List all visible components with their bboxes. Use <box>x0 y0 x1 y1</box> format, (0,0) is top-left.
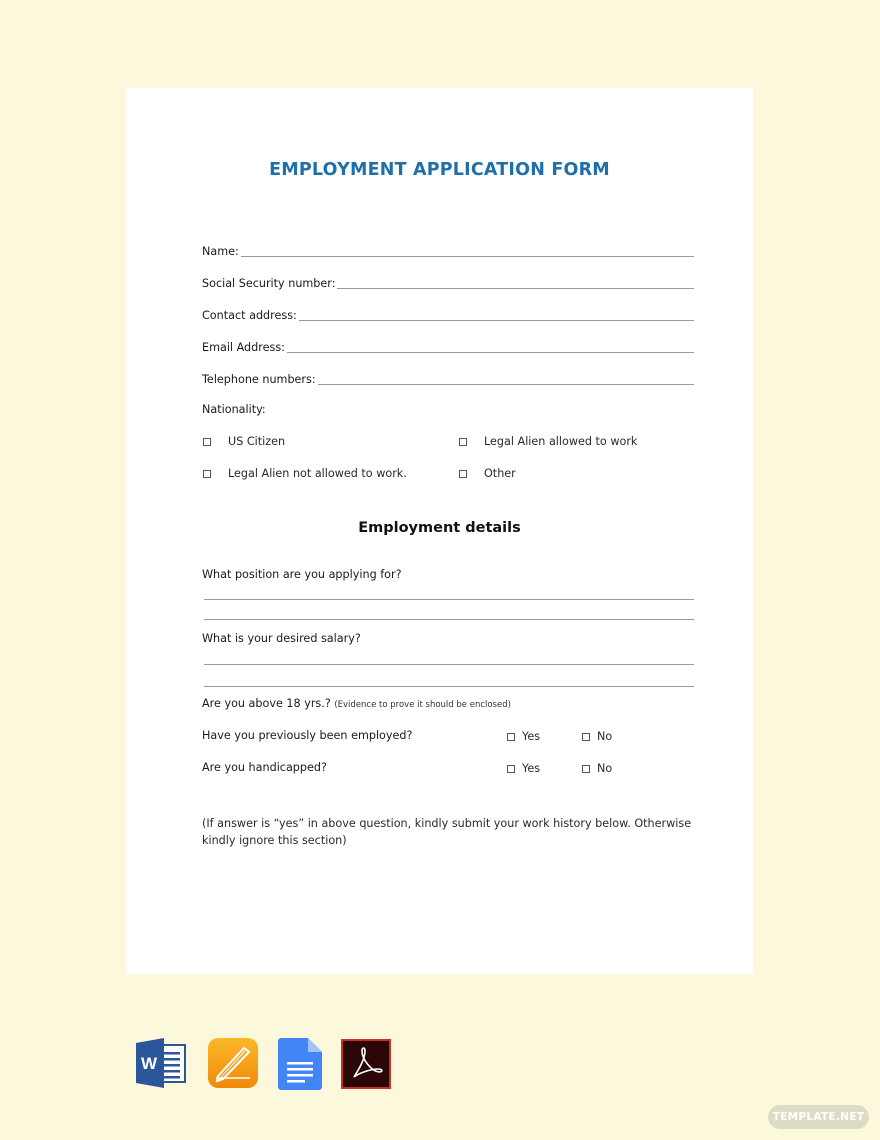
ssn-label: Social Security number: <box>202 277 336 290</box>
telephone-input-line[interactable] <box>318 384 694 385</box>
handicapped-question: Are you handicapped? <box>202 761 327 774</box>
position-answer-line-2[interactable] <box>204 619 694 620</box>
name-input-line[interactable] <box>241 256 694 257</box>
previously-employed-yes[interactable] <box>507 730 540 743</box>
option-legal-alien-not-allowed[interactable] <box>203 467 407 480</box>
checkbox-icon[interactable] <box>507 733 515 741</box>
checkbox-icon[interactable] <box>203 438 211 446</box>
checkbox-icon[interactable] <box>203 470 211 478</box>
no-label: No <box>597 730 613 743</box>
ssn-field[interactable] <box>202 274 694 290</box>
nationality-label: Nationality: <box>202 403 266 416</box>
document-page <box>126 88 753 974</box>
word-icon[interactable] <box>136 1038 186 1092</box>
yes-label: Yes <box>522 730 541 743</box>
form-title: EMPLOYMENT APPLICATION FORM <box>269 160 610 180</box>
email-field[interactable] <box>202 338 694 354</box>
google-docs-icon[interactable] <box>278 1038 322 1094</box>
option-other[interactable] <box>459 467 516 480</box>
yes-label: Yes <box>522 762 541 775</box>
age-question-text: Are you above 18 yrs.? <box>202 697 331 710</box>
contact-address-label: Contact address: <box>202 309 297 322</box>
option-label: Legal Alien allowed to work <box>484 435 638 448</box>
checkbox-icon[interactable] <box>582 733 590 741</box>
checkbox-icon[interactable] <box>459 470 467 478</box>
handicapped-no[interactable] <box>582 762 612 775</box>
email-label: Email Address: <box>202 341 285 354</box>
option-legal-alien-allowed[interactable] <box>459 435 637 448</box>
position-answer-line-1[interactable] <box>204 599 694 600</box>
option-label: Other <box>484 467 516 480</box>
handicapped-yes[interactable] <box>507 762 540 775</box>
salary-question: What is your desired salary? <box>202 632 361 645</box>
telephone-field[interactable] <box>202 370 694 386</box>
previously-employed-question: Have you previously been employed? <box>202 729 413 742</box>
watermark-badge: TEMPLATE.NET <box>768 1105 869 1129</box>
name-field[interactable] <box>202 242 694 258</box>
employment-section-title: Employment details <box>358 520 521 536</box>
option-us-citizen[interactable] <box>203 435 285 448</box>
age-question <box>202 697 511 710</box>
position-question: What position are you applying for? <box>202 568 402 581</box>
salary-answer-line-1[interactable] <box>204 664 694 665</box>
previously-employed-no[interactable] <box>582 730 612 743</box>
salary-answer-line-2[interactable] <box>204 686 694 687</box>
no-label: No <box>597 762 613 775</box>
ssn-input-line[interactable] <box>337 288 694 289</box>
pages-icon[interactable] <box>208 1038 258 1092</box>
option-label: Legal Alien not allowed to work. <box>228 467 407 480</box>
email-input-line[interactable] <box>287 352 694 353</box>
contact-address-field[interactable] <box>202 306 694 322</box>
contact-address-input-line[interactable] <box>299 320 694 321</box>
svg-text:W: W <box>140 1054 158 1073</box>
work-history-note: (If answer is “yes” in above question, kindly submit your work history below. Otherwise kindly ignore this section) <box>202 817 692 847</box>
option-label: US Citizen <box>228 435 286 448</box>
telephone-label: Telephone numbers: <box>202 373 316 386</box>
adobe-pdf-icon[interactable] <box>341 1039 391 1093</box>
checkbox-icon[interactable] <box>459 438 467 446</box>
checkbox-icon[interactable] <box>507 765 515 773</box>
age-note: (Evidence to prove it should be enclosed) <box>334 700 511 710</box>
checkbox-icon[interactable] <box>582 765 590 773</box>
name-label: Name: <box>202 245 239 258</box>
